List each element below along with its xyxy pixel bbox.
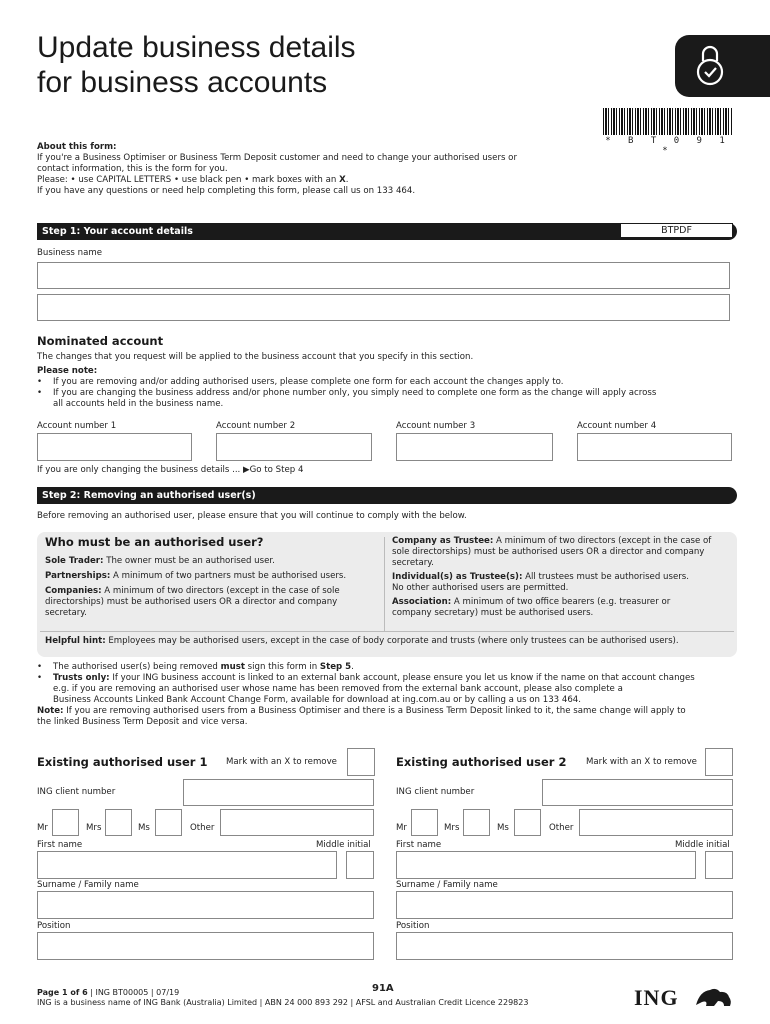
user1-middle-initial-field[interactable] <box>346 851 374 879</box>
ing-logo: ING <box>634 985 679 1010</box>
user2-first-name-label: First name <box>396 840 442 850</box>
account-number-4-field[interactable] <box>577 433 732 461</box>
footer-legal: ING is a business name of ING Bank (Australia) Limited | ABN 24 000 893 292 | AFSL and Australian Credit Licence 229823 <box>37 998 529 1007</box>
user1-mr-checkbox[interactable] <box>52 809 79 836</box>
panel-divider <box>384 537 385 632</box>
user2-mr-checkbox[interactable] <box>411 809 438 836</box>
about-section <box>37 142 597 197</box>
user2-ms-label: Ms <box>497 823 509 833</box>
lock-icon <box>675 35 770 97</box>
user2-position-label: Position <box>396 921 430 931</box>
user1-heading: Existing authorised user 1 <box>37 755 208 769</box>
helpful-hint: Helpful hint: Employees may be authorised users, except in the case of body corporate and trusts (where only trustees can be authorised users). <box>45 636 679 646</box>
user2-client-number-field[interactable] <box>542 779 733 806</box>
user1-mr-label: Mr <box>37 823 48 833</box>
user2-middle-label: Middle initial <box>675 840 730 850</box>
user1-other-field[interactable] <box>220 809 374 836</box>
user1-ms-label: Ms <box>138 823 150 833</box>
user2-heading: Existing authorised user 2 <box>396 755 567 769</box>
user2-ms-checkbox[interactable] <box>514 809 541 836</box>
user2-mrs-label: Mrs <box>444 823 460 833</box>
account-number-2-field[interactable] <box>216 433 372 461</box>
account-label-2: Account number 2 <box>216 421 296 431</box>
user2-position-field[interactable] <box>396 932 733 960</box>
user2-client-label: ING client number <box>396 787 475 797</box>
user1-middle-label: Middle initial <box>316 840 371 850</box>
user1-client-label: ING client number <box>37 787 116 797</box>
user2-first-name-field[interactable] <box>396 851 696 879</box>
business-name-label: Business name <box>37 248 102 258</box>
account-label-1: Account number 1 <box>37 421 117 431</box>
about-text: contact information, this is the form for you. <box>37 164 228 174</box>
about-help: If you have any questions or need help completing this form, please call us on 133 464. <box>37 186 416 196</box>
user1-other-label: Other <box>190 823 215 833</box>
form-code: BTPDF <box>620 223 733 238</box>
who-right-column: Company as Trustee: A minimum of two directors (except in the case of sole directorships) must be authorised users OR a director and company secretary. Individual(s) as Trustee(s): All trustees must be authorised users. No other authorised users are permitted. Association: A minimum of two office bearers (e.g. treasurer or company secretary) must be authorised users. <box>392 536 712 618</box>
step2-intro: Before removing an authorised user, please ensure that you will continue to comply with the below. <box>37 511 467 521</box>
barcode-text: * B T 0 9 1 * <box>605 136 731 156</box>
panel-divider <box>40 631 734 632</box>
account-number-1-field[interactable] <box>37 433 192 461</box>
user1-ms-checkbox[interactable] <box>155 809 182 836</box>
barcode <box>603 108 733 135</box>
account-label-3: Account number 3 <box>396 421 476 431</box>
user2-mr-label: Mr <box>396 823 407 833</box>
user1-mark-label: Mark with an X to remove <box>226 757 337 767</box>
user2-mark-label: Mark with an X to remove <box>586 757 697 767</box>
nominated-section: The changes that you request will be applied to the business account that you specify in this section. Please note: • If you are removing and/or adding authorised users, please complete one form for each account the changes apply to. • If you are changing the business address and/or phone number only, you simply need to complete one form as the change will apply across all accounts held in the business name. <box>37 352 657 409</box>
user2-other-label: Other <box>549 823 574 833</box>
step2-notes: • The authorised user(s) being removed must sign this form in Step 5. • Trusts only: If your ING business account is linked to an external bank account, please ensure you let us know if the name on that account changes e.g. if you are removing an authorised user whose name has been removed from the external bank account, please also complete a Business Accounts Linked Bank Account Change Form, available for download at ing.com.au or by calling a us on 133 464. Note: If you are removing authorised users from a Business Optimiser and there is a Business Term Deposit linked to it, the same change will apply to the linked Business Term Deposit and vice versa. <box>37 662 695 727</box>
user2-surname-field[interactable] <box>396 891 733 919</box>
account-number-3-field[interactable] <box>396 433 553 461</box>
user2-other-field[interactable] <box>579 809 733 836</box>
user1-mrs-checkbox[interactable] <box>105 809 132 836</box>
user2-surname-label: Surname / Family name <box>396 880 498 890</box>
user2-remove-checkbox[interactable] <box>705 748 733 776</box>
business-name-field-1[interactable] <box>37 262 730 289</box>
user1-client-number-field[interactable] <box>183 779 374 806</box>
lion-icon <box>694 985 734 1009</box>
user1-position-label: Position <box>37 921 71 931</box>
business-name-field-2[interactable] <box>37 294 730 321</box>
footer-page-info: Page 1 of 6 | ING BT00005 | 07/19 <box>37 988 180 997</box>
page-title: Update business details for business accounts <box>37 31 356 99</box>
about-instructions: Please: • use CAPITAL LETTERS • use black pen • mark boxes with an X. <box>37 175 349 185</box>
user2-middle-initial-field[interactable] <box>705 851 733 879</box>
user1-mrs-label: Mrs <box>86 823 102 833</box>
about-heading: About this form: <box>37 142 117 152</box>
user1-first-name-label: First name <box>37 840 83 850</box>
step1-bar: Step 1: Your account details <box>37 223 737 240</box>
user1-remove-checkbox[interactable] <box>347 748 375 776</box>
who-heading: Who must be an authorised user? <box>45 535 264 549</box>
goto-step4-text: If you are only changing the business details ... ▶Go to Step 4 <box>37 465 304 475</box>
who-left-column: Sole Trader: The owner must be an authorised user. Partnerships: A minimum of two partners must be authorised users. Companies: A minimum of two directors (except in the case of sole directorships) must be authorised users OR a director and company secretary. <box>45 556 347 618</box>
user2-mrs-checkbox[interactable] <box>463 809 490 836</box>
nominated-account-heading: Nominated account <box>37 334 164 348</box>
user1-first-name-field[interactable] <box>37 851 337 879</box>
about-text: If you're a Business Optimiser or Business Term Deposit customer and need to change your authorised users or <box>37 153 517 163</box>
user1-surname-field[interactable] <box>37 891 374 919</box>
user1-surname-label: Surname / Family name <box>37 880 139 890</box>
lock-badge <box>675 35 770 97</box>
account-label-4: Account number 4 <box>577 421 657 431</box>
step2-bar: Step 2: Removing an authorised user(s) <box>37 487 737 504</box>
footer-code: 91A <box>372 983 394 994</box>
user1-position-field[interactable] <box>37 932 374 960</box>
